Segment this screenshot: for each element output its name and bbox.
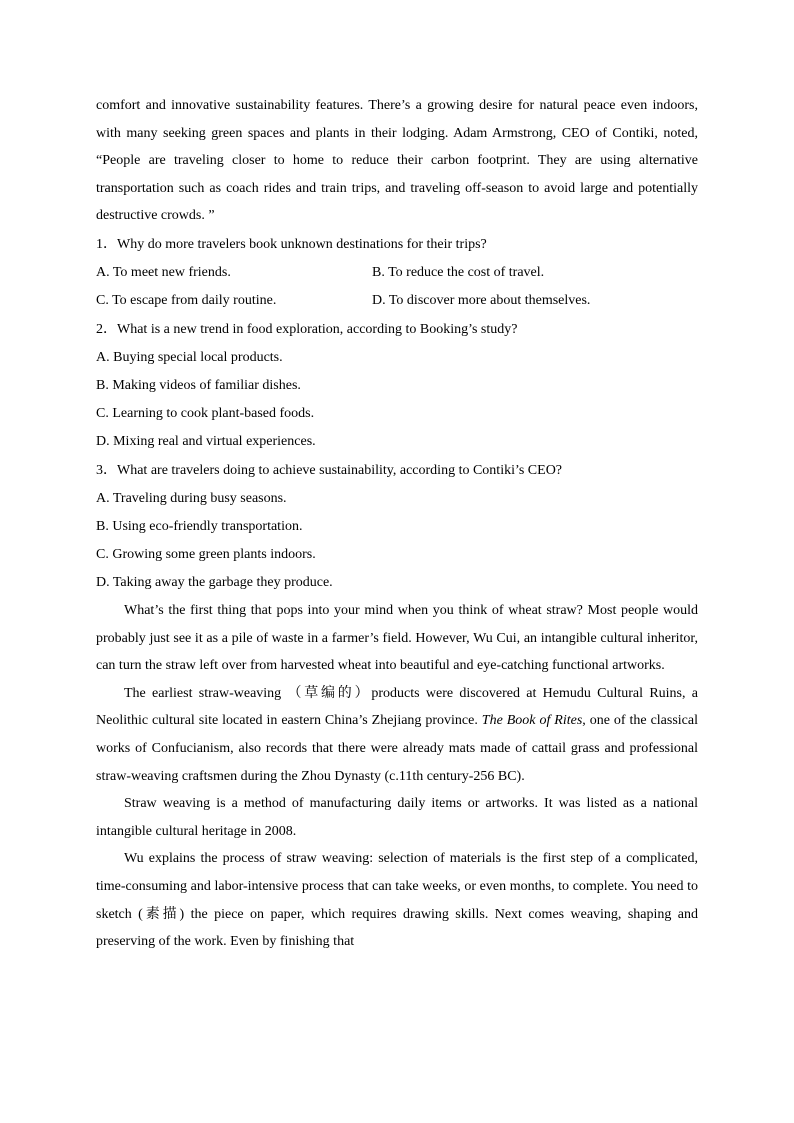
option-b: B. Using eco-friendly transportation. (96, 518, 303, 534)
option-d: D. Mixing real and virtual experiences. (96, 433, 316, 449)
option-c: C. Learning to cook plant-based foods. (96, 405, 315, 421)
option-c: C. Growing some green plants indoors. (96, 546, 316, 562)
question-1 (96, 230, 698, 315)
question-stem: 1．Why do more travelers book unknown destinations for their trips? (96, 236, 487, 252)
option-a: A. Traveling during busy seasons. (96, 490, 287, 506)
passage-2-paragraph-1: What’s the first thing that pops into your mind when you think of wheat straw? Most people would probably just see it as a pile of waste in a farmer’s field. However, Wu Cui, an intangible cultural inheritor, can turn the straw left over from harvested wheat into beautiful and eye-catching functional artworks. (96, 602, 698, 674)
passage-1-paragraph: comfort and innovative sustainability features. There’s a growing desire for natural peace even indoors, with many seeking green spaces and plants in their lodging. Adam Armstrong, CEO of Contiki, noted, “People are traveling closer to home to reduce their carbon footprint. They are using alternative transportation such as coach rides and train trips, and traveling off-season to avoid large and potentially destructive crowds. ” (96, 98, 698, 224)
passage-2-paragraph-2 (96, 680, 698, 790)
passage-2-paragraph-3: Straw weaving is a method of manufacturing daily items or artworks. It was listed as a national intangible cultural heritage in 2008. (96, 796, 698, 839)
options-row (96, 259, 698, 287)
paragraph-text: The earliest straw-weaving （草编的）products were discovered at Hemudu Cultural Ruins, a Neolithic cultural site located in eastern China’s Zhejiang province. (96, 685, 698, 729)
option-a: A. Buying special local products. (96, 349, 283, 365)
paragraph-text: , one of the classical works of Confucianism, also records that there were already mats made of cattail grass and professional straw-weaving craftsmen during the Zhou Dynasty (c.11th century-256 BC). (96, 713, 698, 784)
option-b: B. To reduce the cost of travel. (372, 264, 545, 280)
option-b: B. Making videos of familiar dishes. (96, 377, 301, 393)
question-stem: 3．What are travelers doing to achieve sustainability, according to Contiki’s CEO? (96, 462, 563, 478)
option-d: D. To discover more about themselves. (372, 292, 591, 308)
option-a: A. To meet new friends. (96, 264, 231, 280)
option-d: D. Taking away the garbage they produce. (96, 574, 333, 590)
question-2 (96, 315, 698, 456)
document-page (96, 92, 698, 956)
passage-2-paragraph-4: Wu explains the process of straw weaving: selection of materials is the first step of a complicated, time-consuming and labor-intensive process that can take weeks, or even months, to complete. You need to sketch (素描) the piece on paper, which requires drawing skills. Next comes weaving, shaping and preserving of the work. Even by finishing that (96, 851, 698, 950)
book-title: The Book of Rites (481, 713, 583, 729)
question-3 (96, 456, 698, 597)
options-row (96, 287, 698, 315)
question-stem: 2．What is a new trend in food exploration, according to Booking’s study? (96, 321, 518, 337)
option-c: C. To escape from daily routine. (96, 292, 277, 308)
